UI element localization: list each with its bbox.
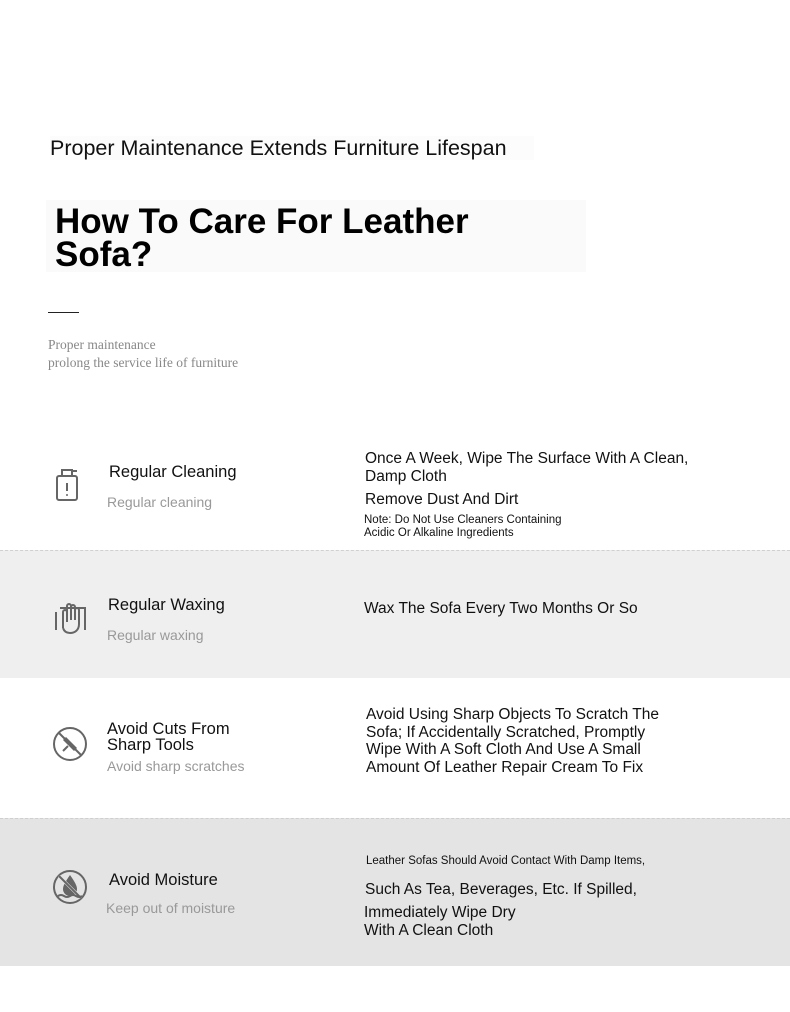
item-subtitle-cleaning: Regular cleaning (107, 494, 213, 510)
intro-note-line-1: Proper maintenance (48, 337, 156, 352)
item-subtitle-waxing: Regular waxing (107, 627, 204, 643)
item-desc-moisture: Such As Tea, Beverages, Etc. If Spilled, (365, 881, 637, 898)
intro-note-line-2: prolong the service life of furniture (48, 355, 239, 370)
item-desc-moisture-intro: Leather Sofas Should Avoid Contact With Damp Items, (366, 855, 646, 867)
item-desc-cleaning: Once A Week, Wipe The Surface With A Clean, Damp Cloth (365, 450, 689, 485)
divider (48, 312, 79, 313)
intro-note (48, 336, 238, 372)
page-title: How To Care For Leather Sofa? (55, 202, 469, 274)
item-title-waxing: Regular Waxing (108, 596, 225, 614)
page-title-block (46, 200, 586, 272)
cleaning-spray-icon (48, 465, 86, 503)
item-desc-cleaning-dust: Remove Dust And Dirt (365, 491, 519, 508)
item-desc-waxing: Wax The Sofa Every Two Months Or So (364, 600, 638, 617)
item-note-cleaning: Note: Do Not Use Cleaners Containing Acidic Or Alkaline Ingredients (364, 514, 562, 539)
item-title-moisture: Avoid Moisture (109, 871, 218, 889)
hand-wax-icon (52, 598, 90, 636)
no-moisture-icon (51, 868, 89, 906)
item-title-sharp: Avoid Cuts From Sharp Tools (107, 720, 230, 754)
item-desc-sharp: Avoid Using Sharp Objects To Scratch The Sofa; If Accidentally Scratched, Promptly Wipe With A Soft Cloth And Use A Small Amount Of Leather Repair Cream To Fix (366, 706, 659, 776)
item-subtitle-moisture: Keep out of moisture (106, 900, 236, 916)
item-title-cleaning: Regular Cleaning (109, 463, 237, 481)
page-subtitle: Proper Maintenance Extends Furniture Lifespan (50, 136, 534, 160)
item-desc-moisture-tail: Immediately Wipe Dry With A Clean Cloth (364, 904, 516, 939)
item-subtitle-sharp: Avoid sharp scratches (107, 758, 245, 774)
no-sharp-tools-icon (51, 725, 89, 763)
